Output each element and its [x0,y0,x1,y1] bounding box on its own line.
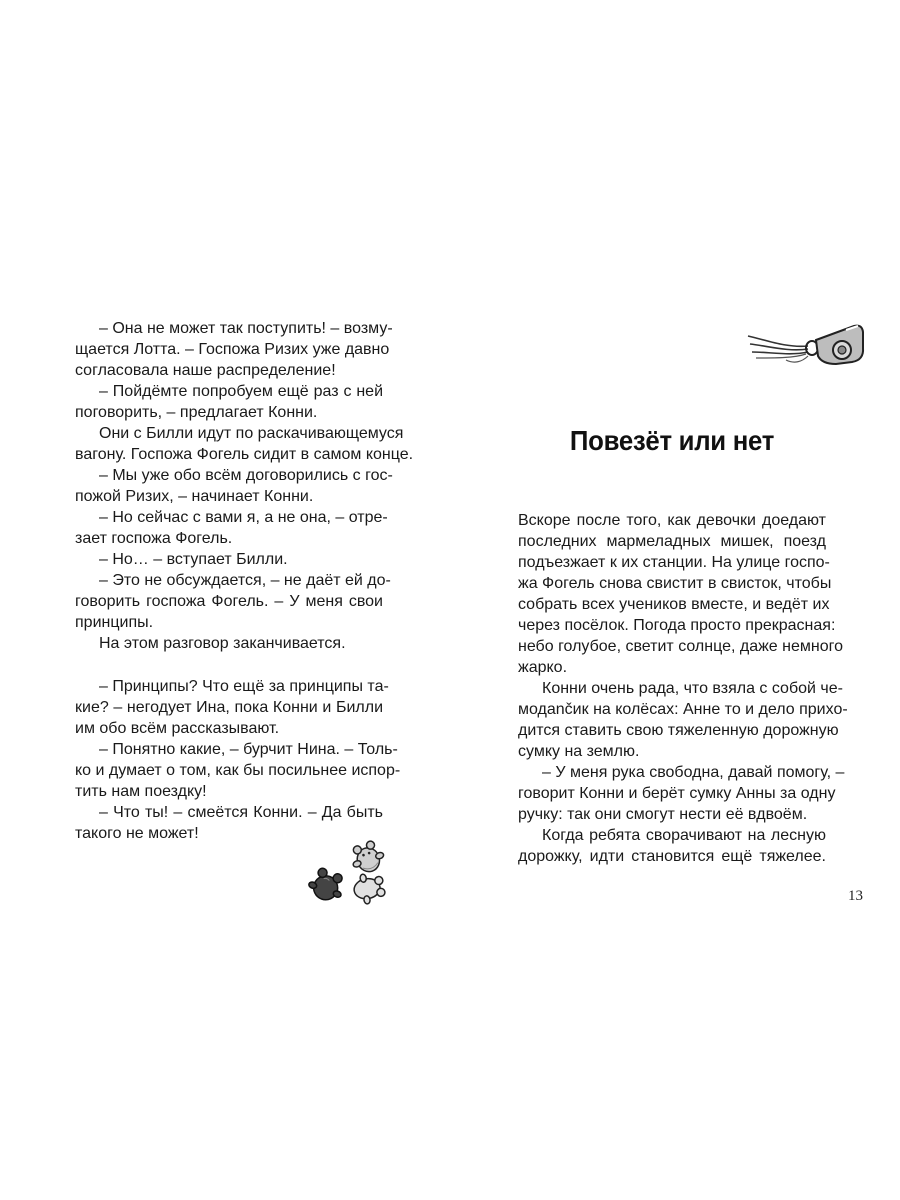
text-line: дится ставить свою тяжеленную дорожную [518,722,839,739]
text-line: – Мы уже обо всём договорились с гос- [99,467,393,484]
text-line: жа Фогель снова свистит в свисток, чтобы [518,575,832,592]
text-line: вагону. Госпожа Фогель сидит в самом конце. [75,446,414,463]
right-page-text [518,510,848,867]
text-line: пожой Ризих, – начинает Конни. [75,488,314,505]
text-line: – Пойдёмте попробуем ещё раз с ней [99,383,383,400]
gummy-bears-icon [305,840,395,906]
text-line: поговорить, – предлагает Конни. [75,404,318,421]
text-line: кие? – негодует Ина, пока Конни и Билли [75,699,383,716]
text-line: – Понятно какие, – бурчит Нина. – Толь- [99,741,398,758]
page-number: 13 [848,888,863,904]
text-line: – Принципы? Что ещё за принципы та- [99,678,389,695]
text-line: согласовала наше распределение! [75,362,336,379]
text-line: небо голубое, светит солнце, даже немного [518,638,843,655]
text-line: подъезжает к их станции. На улице госпо- [518,554,830,571]
text-line: принципы. [75,614,154,631]
text-line: говорить госпожа Фогель. – У меня свои [75,593,383,610]
text-line: ручку: так они смогут нести её вдвоём. [518,806,808,823]
text-line: собрать всех учеников вместе, и ведёт их [518,596,830,613]
text-line: Вскоре после того, как девочки доедают [518,512,826,529]
text-line: На этом разговор заканчивается. [99,635,346,652]
left-page-text [75,318,414,844]
text-line: последних мармеладных мишек, поезд [518,533,826,550]
text-line: модančик на колёсах: Анне то и дело прихо- [518,701,848,718]
text-line: – Это не обсуждается, – не даёт ей до- [99,572,391,589]
text-line: тить нам поездку! [75,783,207,800]
text-line: зает госпожа Фогель. [75,530,233,547]
text-line: им обо всём рассказывают. [75,720,280,737]
whistle-icon [746,318,866,372]
text-line: жарко. [518,659,568,676]
text-line: говорит Конни и берёт сумку Анны за одну [518,785,836,802]
text-line: Они с Билли идут по раскачивающемуся [99,425,404,442]
text-line: – У меня рука свободна, давай помогу, – [542,764,845,781]
text-line: Конни очень рада, что взяла с собой че- [542,680,843,697]
text-line: через посёлок. Погода просто прекрасная: [518,617,836,634]
right-page [450,0,900,1200]
text-line: – Но… – вступает Билли. [99,551,288,568]
text-line: дорожку, идти становится ещё тяжелее. [518,848,826,865]
text-line: щается Лотта. – Госпожа Ризих уже давно [75,341,390,358]
section-break [75,654,383,676]
text-line: – Но сейчас с вами я, а не она, – отре- [99,509,388,526]
text-line: такого не может! [75,825,199,842]
text-line: сумку на землю. [518,743,640,760]
text-line: ко и думает о том, как бы посильнее испор- [75,762,401,779]
text-line: – Что ты! – смеётся Конни. – Да быть [99,804,383,821]
chapter-title: Повезёт или нет [569,425,775,456]
text-line: Когда ребята сворачивают на лесную [542,827,826,844]
text-line: – Она не может так поступить! – возму- [99,320,393,337]
